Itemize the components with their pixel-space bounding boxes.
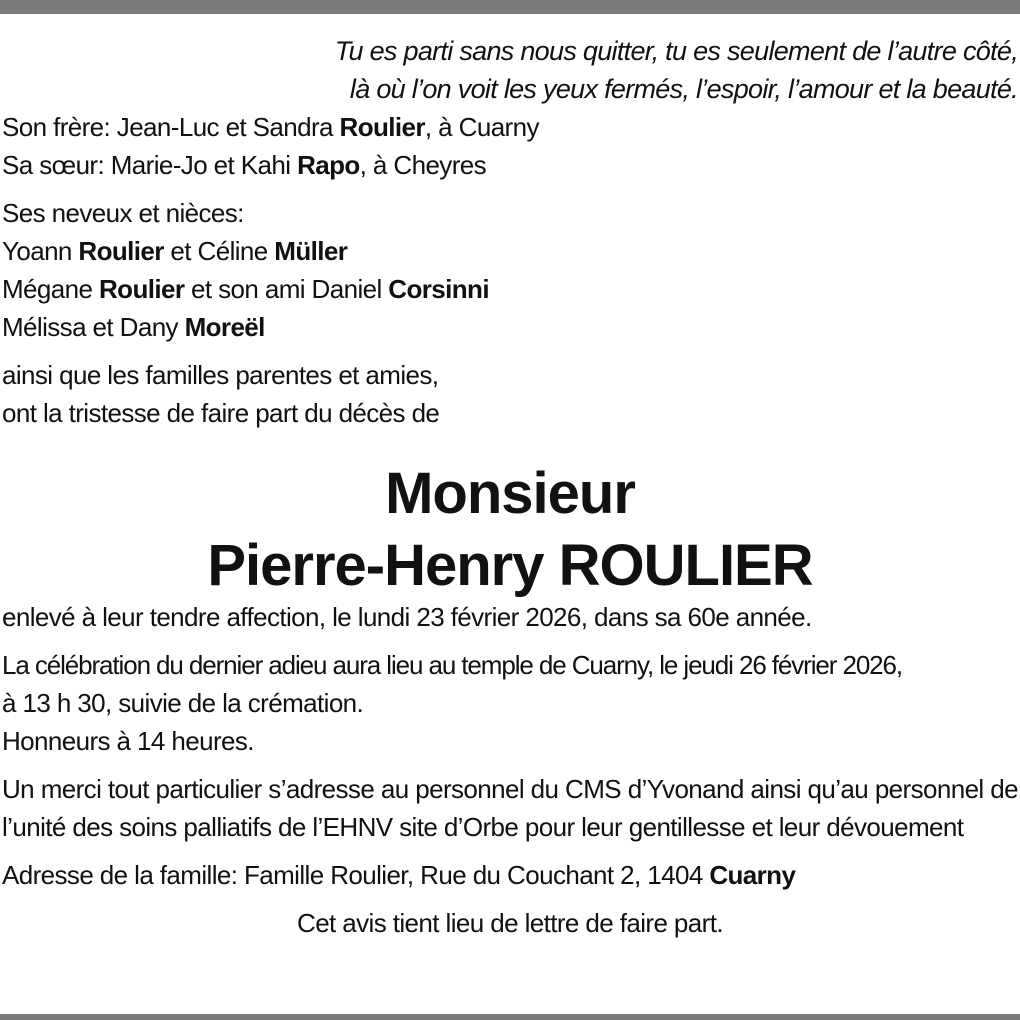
nephew3-a: Mélissa et Dany (2, 312, 185, 342)
quote-line-2: là où l’on voit les yeux fermés, l’espoir, l’amour et la beauté. (349, 74, 1018, 104)
nephew2-a: Mégane (2, 274, 99, 304)
nephew1-c: et Céline (163, 236, 275, 266)
nephew2-d: Corsinni (388, 274, 489, 304)
nephew2-b: Roulier (98, 274, 185, 304)
nephews-heading: Ses neveux et nièces: (2, 198, 244, 228)
honours-line: Honneurs à 14 heures. (2, 726, 254, 756)
ceremony-line-2: à 13 h 30, suivie de la crémation. (2, 688, 364, 718)
nephew1-d: Müller (274, 236, 348, 266)
closing-line-2: ont la tristesse de faire part du décès de (2, 398, 440, 428)
nephew-line-2 (2, 270, 1018, 308)
death-line: enlevé à leur tendre affection, le lundi 23 février 2026, dans sa 60e année. (2, 602, 812, 632)
notice-line: Cet avis tient lieu de lettre de faire part. (297, 908, 723, 938)
thanks-paragraph: Un merci tout particulier s’adresse au personnel du CMS d’Yvonand ainsi qu’au personnel de l’unité des soins palliatifs de l’EHNV site d’Orbe pour leur gentillesse et leur dévouement (2, 774, 1018, 842)
nephew2-c: et son ami Daniel (184, 274, 389, 304)
brother-line (2, 108, 1018, 146)
address-line (2, 856, 1018, 894)
sister-line (2, 146, 1018, 184)
quote-line-1: Tu es parti sans nous quitter, tu es seulement de l’autre côté, (334, 36, 1018, 66)
sister-suffix: , à Cheyres (359, 150, 487, 180)
obituary-notice (2, 32, 1018, 942)
closing-line-1: ainsi que les familles parentes et amies, (2, 360, 439, 390)
top-rule (0, 0, 1020, 14)
bottom-rule (0, 1014, 1020, 1020)
address-city: Cuarny (709, 860, 796, 890)
nephew-line-3 (2, 308, 1018, 346)
deceased-title: Monsieur (385, 461, 635, 526)
brother-prefix: Son frère: Jean-Luc et Sandra (2, 112, 340, 142)
nephew-line-1 (2, 232, 1018, 270)
brother-surname: Roulier (339, 112, 425, 142)
sister-surname: Rapo (297, 150, 360, 180)
deceased-name: Pierre-Henry ROULIER (207, 533, 813, 598)
address-prefix: Adresse de la famille: Famille Roulier, Rue du Couchant 2, 1404 (2, 860, 710, 890)
nephew1-b: Roulier (78, 236, 164, 266)
ceremony-line-1: La célébration du dernier adieu aura lieu au temple de Cuarny, le jeudi 26 février 2026, (2, 650, 903, 680)
nephew3-b: Moreël (184, 312, 265, 342)
brother-suffix: , à Cuarny (424, 112, 539, 142)
sister-prefix: Sa sœur: Marie-Jo et Kahi (2, 150, 298, 180)
nephew1-a: Yoann (2, 236, 79, 266)
